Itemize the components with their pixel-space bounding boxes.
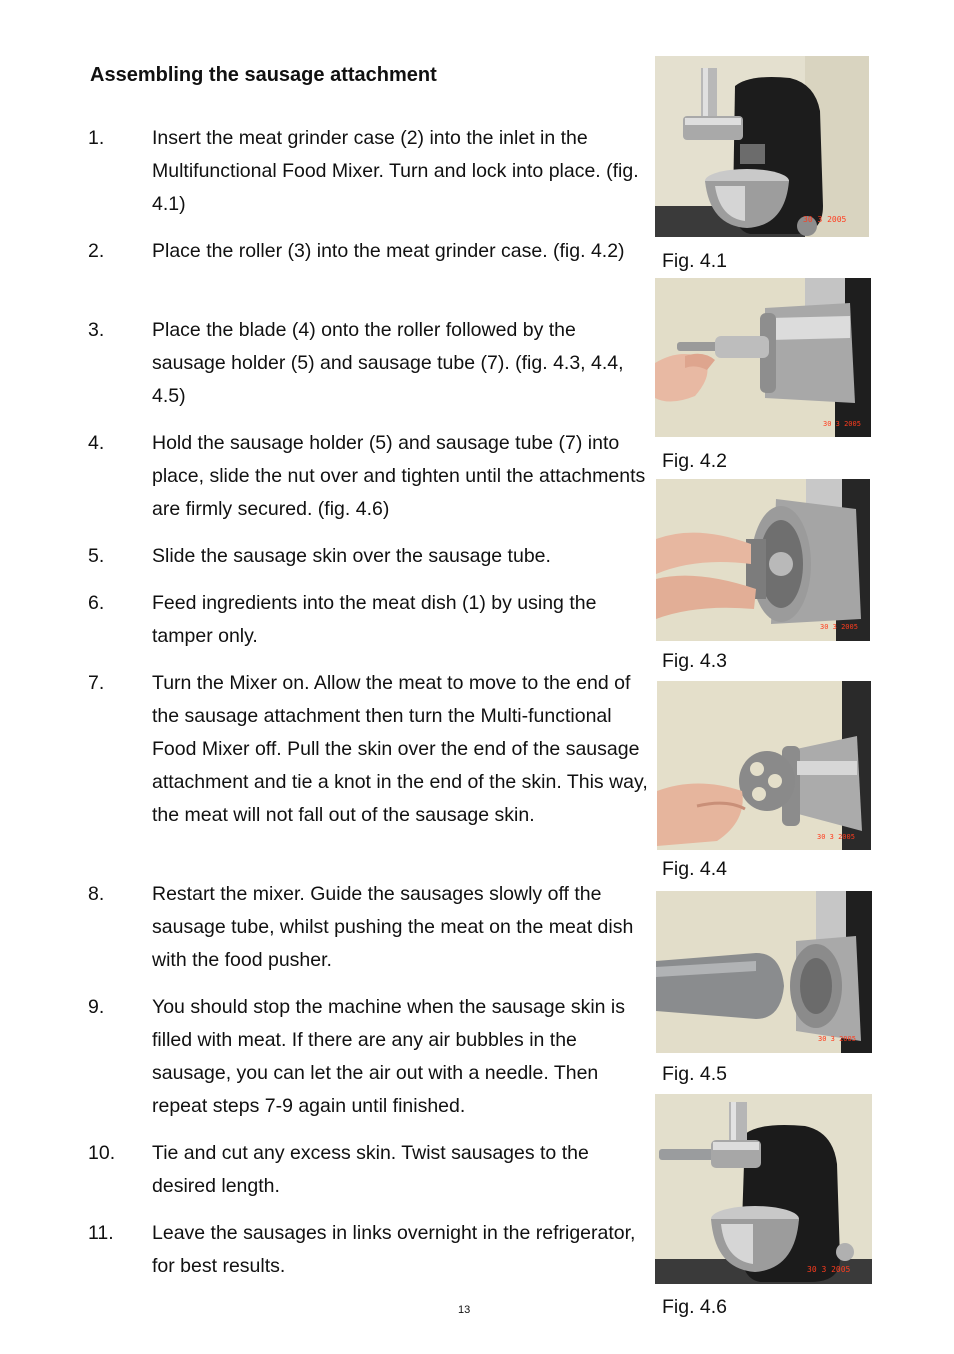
figure-4-4-date-stamp: 30 3 2005 <box>817 833 855 841</box>
figure-4-2-photo <box>655 278 871 437</box>
figure-4-5-photo <box>656 891 872 1053</box>
step-number: 4. <box>88 432 105 454</box>
step-number: 10. <box>88 1142 116 1164</box>
figure-4-6-date-stamp: 30 3 2005 <box>807 1265 851 1274</box>
step-number: 8. <box>88 883 105 905</box>
figure-4-6-caption: Fig. 4.6 <box>662 1296 728 1318</box>
figure-4-4-caption: Fig. 4.4 <box>662 858 728 880</box>
step-text: Tie and cut any excess skin. Twist sausages to the desired length. <box>152 1142 589 1197</box>
figure-4-1-caption: Fig. 4.1 <box>662 250 728 272</box>
step-text: Slide the sausage skin over the sausage tube. <box>152 545 551 567</box>
step-number: 2. <box>88 240 105 262</box>
figure-4-2-caption: Fig. 4.2 <box>662 450 728 472</box>
step-number: 9. <box>88 996 105 1018</box>
step-text: You should stop the machine when the sausage skin is filled with meat. If there are any air bubbles in the sausage, you can let the air out with a needle. Then repeat steps 7-9 again until finished. <box>152 996 626 1117</box>
figure-4-2-date-stamp: 30 3 2005 <box>823 420 861 428</box>
step-number: 1. <box>88 127 105 149</box>
figure-4-3-caption: Fig. 4.3 <box>662 650 728 672</box>
figure-4-5-caption: Fig. 4.5 <box>662 1063 728 1085</box>
step-number: 3. <box>88 319 105 341</box>
figure-4-5-date-stamp: 30 3 2005 <box>818 1035 856 1043</box>
figure-4-3-photo <box>656 479 870 641</box>
step-text: Place the blade (4) onto the roller followed by the sausage holder (5) and sausage tube (7). (fig. 4.3, 4.4, 4.5) <box>152 319 624 407</box>
step-text: Insert the meat grinder case (2) into the inlet in the Multifunctional Food Mixer. Turn and lock into place. (fig. 4.1) <box>152 127 639 215</box>
figure-4-4-photo <box>657 681 871 850</box>
step-text: Feed ingredients into the meat dish (1) by using the tamper only. <box>152 592 597 647</box>
page-title: Assembling the sausage attachment <box>90 64 437 86</box>
step-number: 6. <box>88 592 105 614</box>
figure-4-6-photo <box>655 1094 872 1284</box>
step-number: 5. <box>88 545 105 567</box>
step-text: Turn the Mixer on. Allow the meat to move to the end of the sausage attachment then turn the Multi-functional Food Mixer off. Pull the skin over the end of the sausage attachment and tie a knot in the end of the skin. This way, the meat will not fall out of the sausage skin. <box>152 672 648 826</box>
step-text: Leave the sausages in links overnight in the refrigerator, for best results. <box>152 1222 636 1277</box>
step-text: Hold the sausage holder (5) and sausage tube (7) into place, slide the nut over and tighten until the attachments are firmly secured. (fig. 4.6) <box>152 432 646 520</box>
step-number: 7. <box>88 672 105 694</box>
page-number: 13 <box>458 1304 471 1316</box>
step-text: Restart the mixer. Guide the sausages slowly off the sausage tube, whilst pushing the meat on the meat dish with the food pusher. <box>152 883 634 971</box>
figure-4-1-photo <box>655 56 869 237</box>
figure-4-1-date-stamp: 30 3 2005 <box>803 215 847 224</box>
step-text: Place the roller (3) into the meat grinder case. (fig. 4.2) <box>152 240 625 262</box>
step-number: 11. <box>88 1222 114 1244</box>
figure-4-3-date-stamp: 30 3 2005 <box>820 623 858 631</box>
